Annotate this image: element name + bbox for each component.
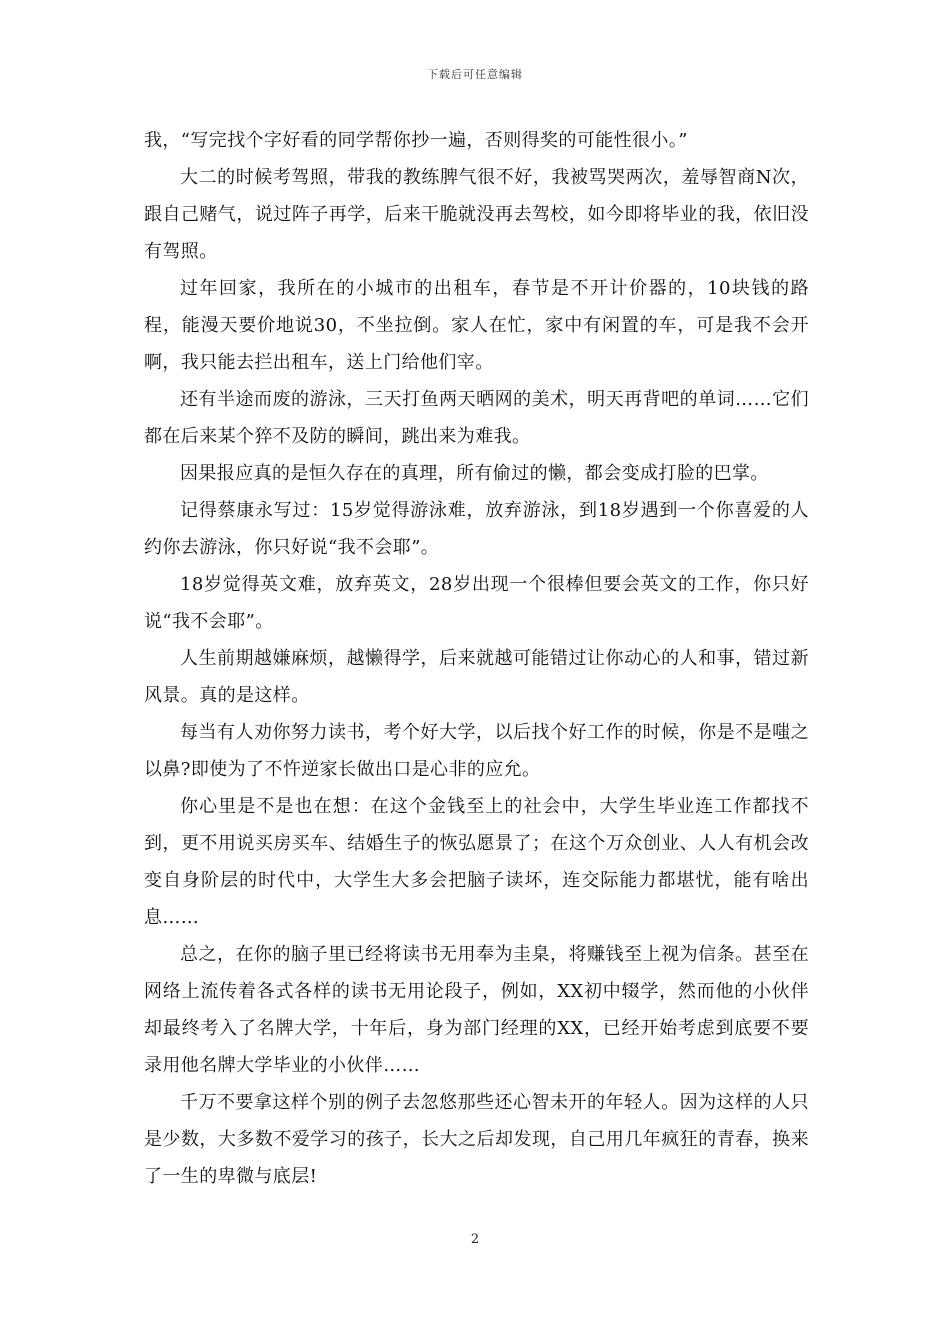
paragraph: 千万不要拿这样个别的例子去忽悠那些还心智未开的年轻人。因为这样的人只是少数，大多数不爱学习的孩子，长大之后却发现，自己用几年疯狂的青春，换来了一生的卑微与底层! bbox=[144, 1092, 809, 1187]
paragraph: 人生前期越嫌麻烦，越懒得学，后来就越可能错过让你动心的人和事，错过新风景。真的是这样。 bbox=[144, 648, 809, 706]
paragraph: 记得蔡康永写过：15岁觉得游泳难，放弃游泳，到18岁遇到一个你喜爱的人约你去游泳，你只好说“我不会耶”。 bbox=[144, 500, 809, 558]
paragraph: 大二的时候考驾照，带我的教练脾气很不好，我被骂哭两次，羞辱智商N次，跟自己赌气，说过阵子再学，后来干脆就没再去驾校，如今即将毕业的我，依旧没有驾照。 bbox=[144, 167, 809, 262]
paragraph: 你心里是不是也在想：在这个金钱至上的社会中，大学生毕业连工作都找不到，更不用说买房买车、结婚生子的恢弘愿景了；在这个万众创业、人人有机会改变自身阶层的时代中，大学生大多会把脑子读坏，连交际能力都堪忧，能有啥出息…… bbox=[144, 796, 809, 928]
paragraph: 18岁觉得英文难，放弃英文，28岁出现一个很棒但要会英文的工作，你只好说“我不会耶”。 bbox=[144, 574, 809, 632]
page-header: 下载后可任意编辑 bbox=[427, 68, 523, 81]
paragraph: 还有半途而废的游泳，三天打鱼两天晒网的美术，明天再背吧的单词……它们都在后来某个猝不及防的瞬间，跳出来为难我。 bbox=[144, 389, 809, 447]
paragraph: 因果报应真的是恒久存在的真理，所有偷过的懒，都会变成打脸的巴掌。 bbox=[180, 463, 769, 484]
paragraph: 总之，在你的脑子里已经将读书无用奉为圭臬，将赚钱至上视为信条。甚至在网络上流传着各式各样的读书无用论段子，例如，XX初中辍学，然而他的小伙伴却最终考入了名牌大学，十年后，身为部门经理的XX，已经开始考虑到底要不要录用他名牌大学毕业的小伙伴…… bbox=[144, 944, 809, 1076]
paragraph-continuation: 我，“写完找个字好看的同学帮你抄一遍，否则得奖的可能性很小。” bbox=[144, 130, 688, 151]
document-body bbox=[144, 122, 809, 1195]
page-number: 2 bbox=[470, 1232, 480, 1247]
paragraph: 过年回家，我所在的小城市的出租车，春节是不开计价器的，10块钱的路程，能漫天要价地说30，不坐拉倒。家人在忙，家中有闲置的车，可是我不会开啊，我只能去拦出租车，送上门给他们宰。 bbox=[144, 278, 809, 373]
paragraph: 每当有人劝你努力读书，考个好大学，以后找个好工作的时候，你是不是嗤之以鼻?即使为了不忤逆家长做出口是心非的应允。 bbox=[144, 722, 809, 780]
